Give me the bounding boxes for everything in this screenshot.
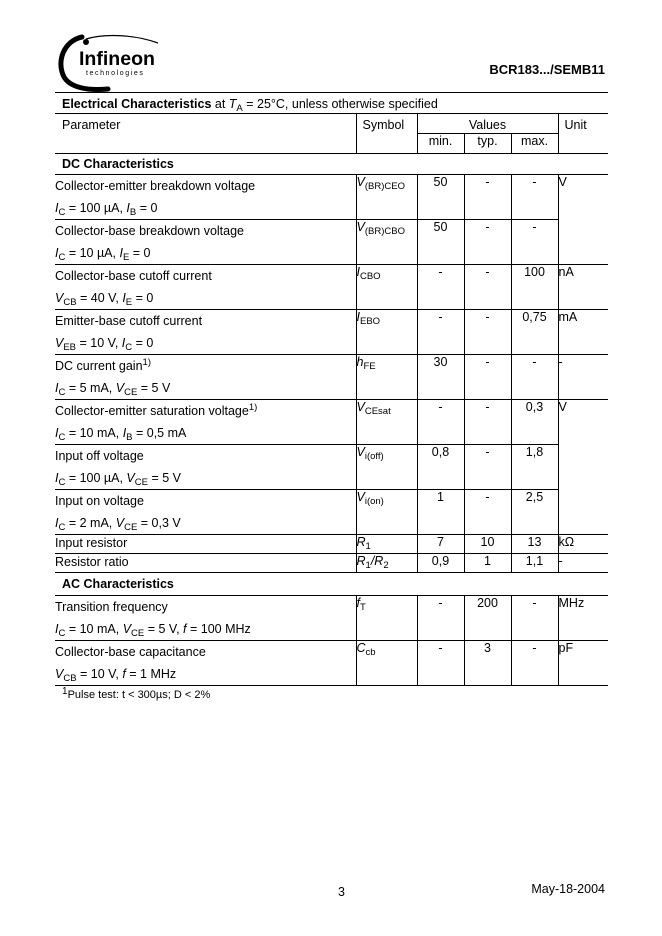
table-row: Collector-emitter breakdown voltage $I_C = 100$ µA, $I_B = 0$ $V_{(BR)CEO}$ 50 - - V [55, 175, 608, 220]
table-row: Resistor ratio $R_1/R_2$ 0,9 1 1,1 - [55, 554, 608, 573]
table-row: Collector-emitter saturation voltage$^{1)}$ $I_C = 10$ mA, $I_B = 0,5$ mA $V_{CEsat}$ - - 0,3 V [55, 400, 608, 445]
electrical-characteristics-table [55, 113, 608, 686]
section-ac: AC Characteristics [55, 573, 608, 596]
col-header-unit: Unit [558, 114, 608, 154]
table-row: Collector-base cutoff current $V_{CB} = 40$ V, $I_E = 0$ $I_{CBO}$ - - 100 nA [55, 265, 608, 310]
table-row: Emitter-base cutoff current $V_{EB} = 10$ V, $I_C = 0$ $I_{EBO}$ - - 0,75 mA [55, 310, 608, 355]
col-header-max: max. [511, 134, 558, 154]
table-row: Transition frequency $I_C = 10$ mA, $V_{CE} = 5$ V, f = 100 MHz $f_T$ - 200 - MHz [55, 596, 608, 641]
logo-subtext: technologies [86, 70, 145, 77]
page-number: 3 [338, 885, 345, 899]
col-header-parameter: Parameter [55, 114, 356, 154]
table-row: Collector-base capacitance $V_{CB} = 10$ V, f = 1 MHz $C_{cb}$ - 3 - pF [55, 641, 608, 686]
logo-wordmark: Infineon [79, 49, 155, 70]
section-heading: Electrical Characteristics at $T_A = 25^\circ C$, unless otherwise specified [62, 97, 438, 114]
table-row: Input on voltage $I_C = 2$ mA, $V_{CE} = 0,3$ V $V_{i(on)}$ 1 - 2,5 [55, 490, 608, 535]
table-row: DC current gain$^{1)}$ $I_C = 5$ mA, $V_{CE} = 5$ V $h_{FE}$ 30 - - - [55, 355, 608, 400]
table-row: Input off voltage $I_C = 100$ µA, $V_{CE} = 5$ V $V_{i(off)}$ 0,8 - 1,8 [55, 445, 608, 490]
col-header-symbol: Symbol [356, 114, 417, 154]
col-header-min: min. [417, 134, 464, 154]
table-row: Input resistor $R_1$ 7 10 13 kΩ [55, 535, 608, 554]
document-date: May-18-2004 [531, 882, 605, 896]
section-dc: DC Characteristics [55, 154, 608, 175]
col-header-typ: typ. [464, 134, 511, 154]
col-header-values: Values [417, 114, 558, 134]
header-rule [55, 92, 608, 93]
footnote: $^1$Pulse test: t < 300µs; D < 2% [62, 686, 211, 701]
table-row: Collector-base breakdown voltage $I_C = 10$ µA, $I_E = 0$ $V_{(BR)CBO}$ 50 - - [55, 220, 608, 265]
infineon-logo [56, 33, 162, 93]
document-id: BCR183.../SEMB11 [489, 62, 605, 77]
